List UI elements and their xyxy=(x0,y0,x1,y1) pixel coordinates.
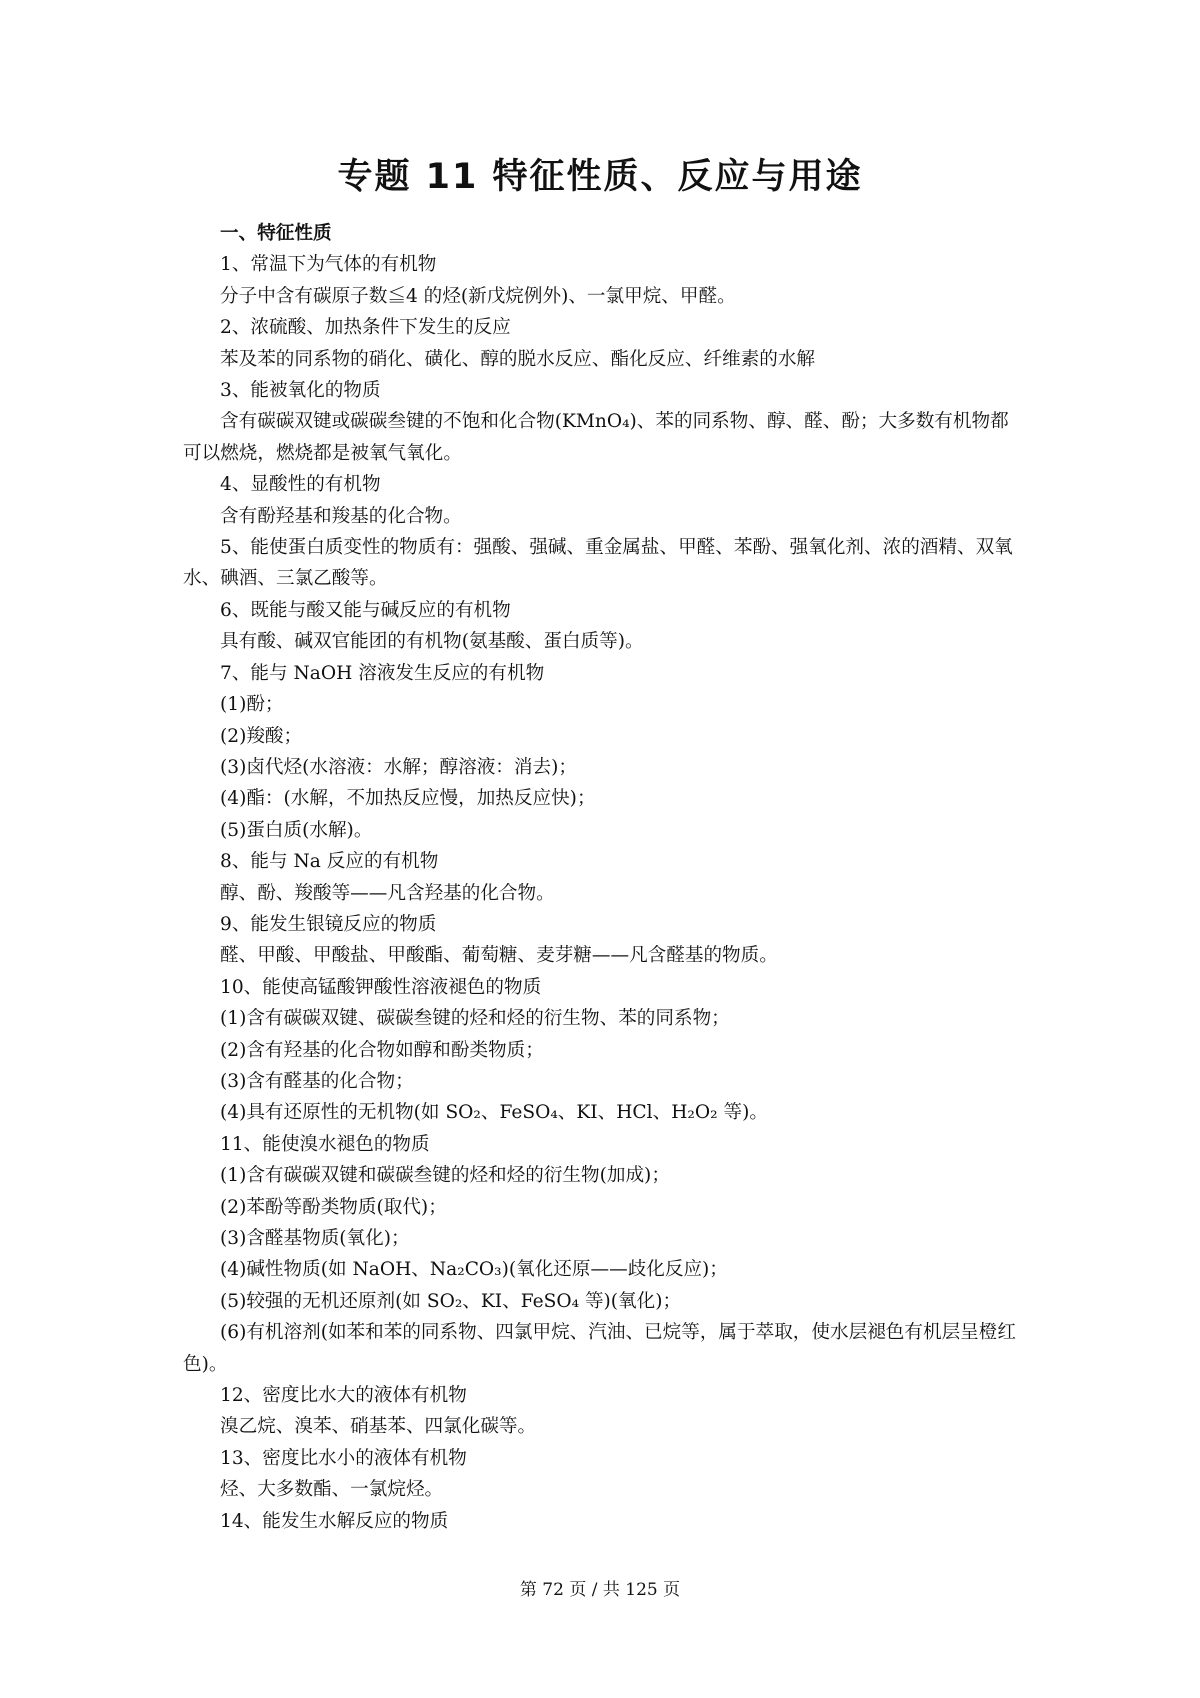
page-title: 专题 11 特征性质、反应与用途 xyxy=(337,157,863,197)
item-text: (3)含醛基物质(氧化)； xyxy=(220,1228,410,1249)
item-text: (4)具有还原性的无机物(如 SO₂、FeSO₄、KI、HCl、H₂O₂ 等)。 xyxy=(220,1102,768,1124)
item-text: (3)卤代烃(水溶液：水解；醇溶液：消去)； xyxy=(220,756,577,778)
item-text: 烃、大多数酯、一氯烷烃。 xyxy=(220,1479,444,1501)
item-text: 苯及苯的同系物的硝化、磺化、醇的脱水反应、酯化反应、纤维素的水解 xyxy=(220,348,816,370)
item-text: (2)羧酸； xyxy=(220,725,303,747)
item-text: (4)碱性物质(如 NaOH、Na₂CO₃)(氧化还原——歧化反应)； xyxy=(220,1259,728,1281)
item-text: 醇、酚、羧酸等——凡含羟基的化合物。 xyxy=(220,882,555,904)
item-text: (1)含有碳碳双键和碳碳叁键的烃和烃的衍生物(加成)； xyxy=(220,1165,670,1187)
section-heading: 一、特征性质 xyxy=(220,223,332,244)
item-text: 5、能使蛋白质变性的物质有：强酸、强碱、重金属盐、甲醛、苯酚、强氧化剂、浓的酒精、双氧水、碘酒、三氯乙酸等。 xyxy=(183,537,1013,590)
item-heading: 10、能使高锰酸钾酸性溶液褪色的物质 xyxy=(220,976,542,998)
item-text: (6)有机溶剂(如苯和苯的同系物、四氯甲烷、汽油、已烷等，属于萃取，使水层褪色有机层呈橙红色)。 xyxy=(183,1322,1016,1375)
item-heading: 7、能与 NaOH 溶液发生反应的有机物 xyxy=(220,662,545,684)
item-heading: 13、密度比水小的液体有机物 xyxy=(220,1447,467,1469)
item-text: (5)较强的无机还原剂(如 SO₂、KI、FeSO₄ 等)(氧化)； xyxy=(220,1290,682,1312)
item-text: (2)含有羟基的化合物如醇和酚类物质； xyxy=(220,1039,544,1061)
item-text: 含有酚羟基和羧基的化合物。 xyxy=(220,505,462,527)
document-body xyxy=(183,218,1023,1537)
item-text: 醛、甲酸、甲酸盐、甲酸酯、葡萄糖、麦芽糖——凡含醛基的物质。 xyxy=(220,945,778,967)
item-heading: 4、显酸性的有机物 xyxy=(220,474,381,496)
item-heading: 3、能被氧化的物质 xyxy=(220,380,381,402)
item-heading: 14、能发生水解反应的物质 xyxy=(220,1510,449,1532)
item-heading: 2、浓硫酸、加热条件下发生的反应 xyxy=(220,317,511,339)
item-heading: 11、能使溴水褪色的物质 xyxy=(220,1133,430,1155)
item-text: (2)苯酚等酚类物质(取代)； xyxy=(220,1196,447,1218)
item-heading: 12、密度比水大的液体有机物 xyxy=(220,1385,467,1407)
item-heading: 6、既能与酸又能与碱反应的有机物 xyxy=(220,599,511,621)
item-text: (1)含有碳碳双键、碳碳叁键的烃和烃的衍生物、苯的同系物； xyxy=(220,1008,730,1030)
page-footer: 第 72 页 / 共 125 页 xyxy=(519,1580,681,1600)
item-text: (1)酚； xyxy=(220,694,284,716)
item-text: 分子中含有碳原子数≦4 的烃(新戊烷例外)、一氯甲烷、甲醛。 xyxy=(220,285,736,307)
item-heading: 8、能与 Na 反应的有机物 xyxy=(220,851,439,873)
item-text: 溴乙烷、溴苯、硝基苯、四氯化碳等。 xyxy=(220,1416,537,1438)
item-heading: 1、常温下为气体的有机物 xyxy=(220,254,437,276)
item-text: 含有碳碳双键或碳碳叁键的不饱和化合物(KMnO₄)、苯的同系物、醇、醛、酚；大多数有机物都可以燃烧，燃烧都是被氧气氧化。 xyxy=(183,411,1009,464)
item-heading: 9、能发生银镜反应的物质 xyxy=(220,913,437,935)
item-text: (5)蛋白质(水解)。 xyxy=(220,819,373,841)
item-text: (4)酯：(水解，不加热反应慢，加热反应快)； xyxy=(220,788,596,810)
item-text: 具有酸、碱双官能团的有机物(氨基酸、蛋白质等)。 xyxy=(220,631,644,653)
item-text: (3)含有醛基的化合物； xyxy=(220,1070,414,1092)
